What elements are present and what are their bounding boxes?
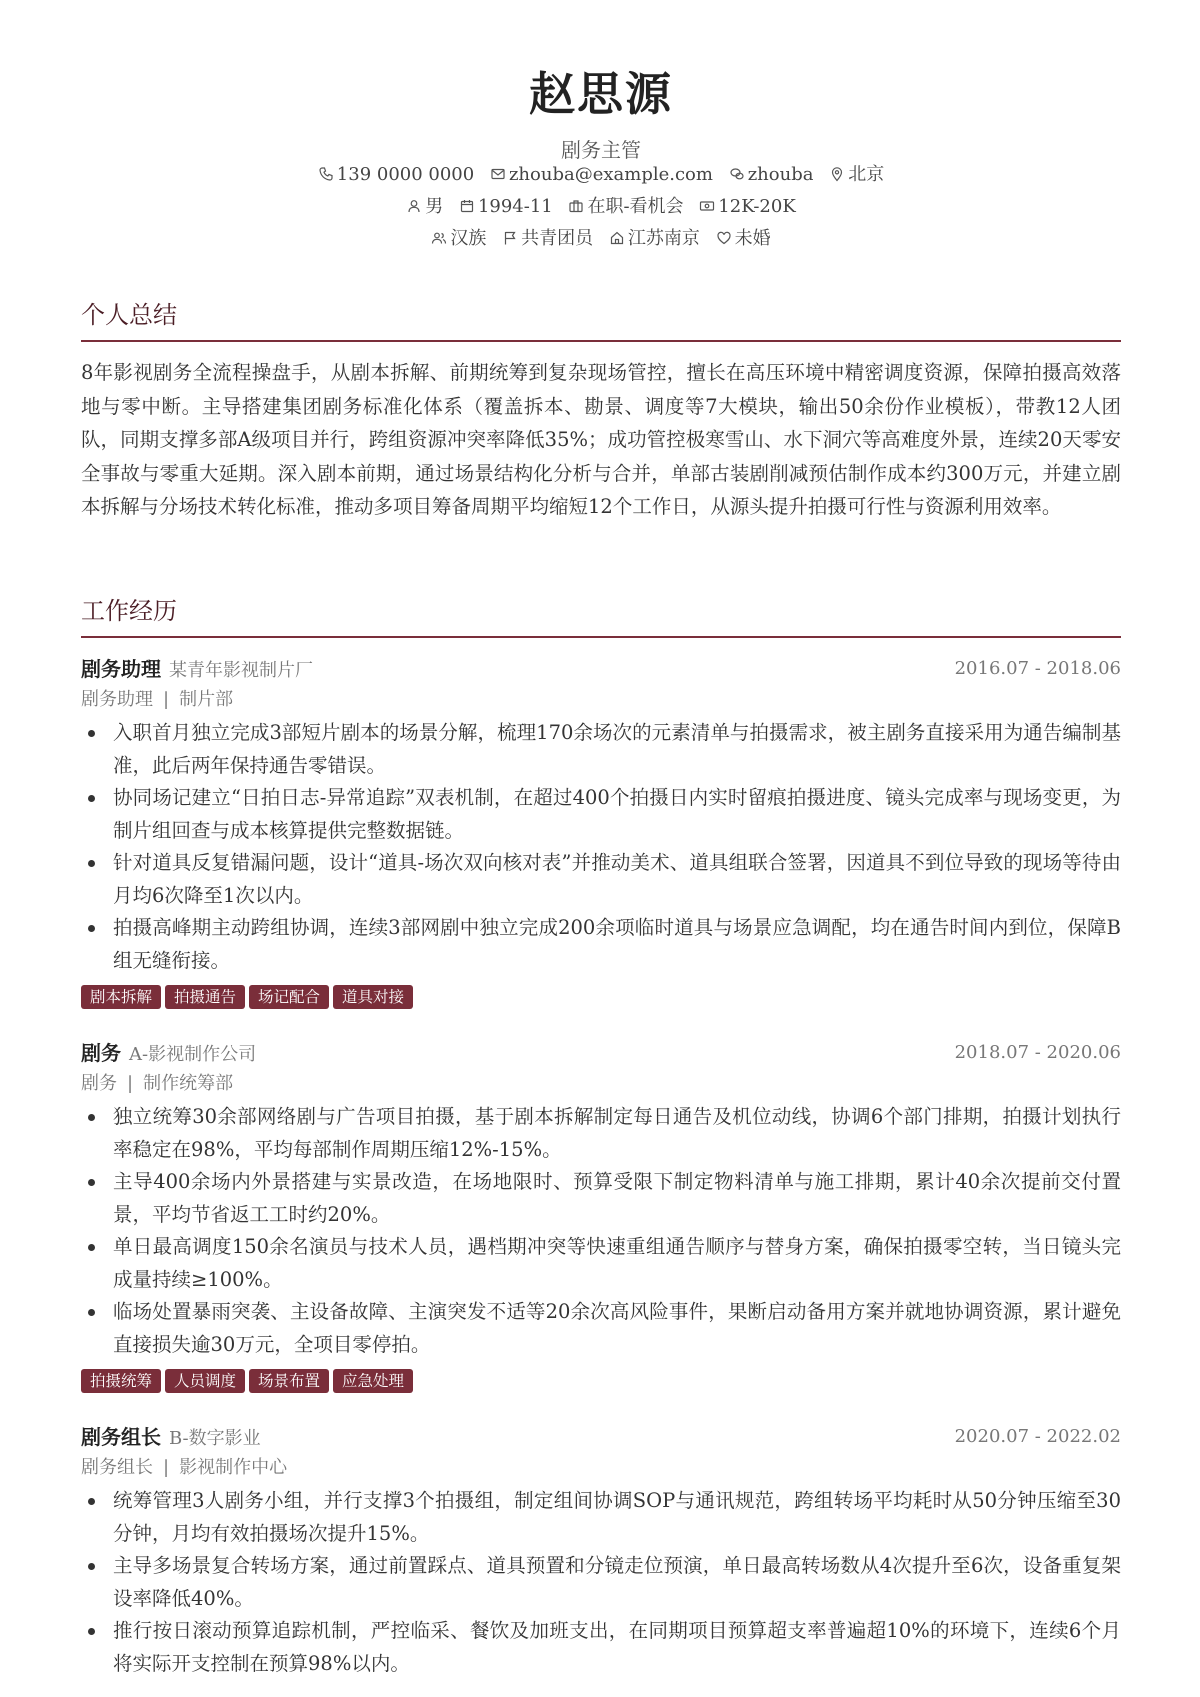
skill-tag: 应急处理 (333, 1369, 413, 1393)
job-position: 剧务组长 (81, 1457, 153, 1478)
status-item: 在职-看机会 (568, 194, 683, 220)
bullet-item: 主导多场景复合转场方案，通过前置踩点、道具预置和分镜走位预演，单日最高转场数从4次提升至6次，设备重复架设率降低40%。 (81, 1550, 1121, 1615)
phone-item[interactable]: 139 0000 0000 (318, 162, 474, 188)
skill-tag: 拍摄通告 (165, 985, 245, 1009)
skill-tag: 道具对接 (333, 985, 413, 1009)
job-dates: 2020.07 - 2022.02 (954, 1426, 1121, 1447)
job-header (81, 1423, 1121, 1451)
summary-divider (81, 340, 1121, 342)
bullet-item: 主导400余场内外景搭建与实景改造，在场地限时、预算受限下制定物料清单与施工排期，累计40余次提前交付置景，平均节省返工工时约20%。 (81, 1166, 1121, 1231)
job-dates: 2016.07 - 2018.06 (954, 658, 1121, 679)
job-department: 制片部 (179, 689, 234, 710)
salary-item: 12K-20K (699, 194, 795, 220)
job-title: 剧务 (81, 1041, 121, 1065)
location-icon (829, 166, 845, 182)
wechat-item[interactable]: zhouba (729, 162, 814, 188)
flag-icon (502, 230, 518, 246)
bullet-item: 临场处置暴雨突袭、主设备故障、主演突发不适等20余次高风险事件，果断启动备用方案并就地协调资源，累计避免直接损失逾30万元，全项目零停拍。 (81, 1296, 1121, 1361)
phone-icon (318, 166, 334, 182)
job-subtitle: 剧务助理 | 制片部 (81, 689, 234, 710)
marital-item: 未婚 (716, 226, 771, 252)
job-company: A-影视制作公司 (129, 1044, 257, 1065)
calendar-icon (459, 198, 475, 214)
bullet-item: 推行按日滚动预算追踪机制，严控临采、餐饮及加班支出，在同期项目预算超支率普遍超10%的环境下，连续6个月将实际开支控制在预算98%以内。 (81, 1615, 1121, 1680)
job-bullets (81, 1101, 1121, 1361)
job-tags (81, 985, 1121, 1011)
job-entry (81, 1039, 1121, 1395)
money-icon (699, 198, 715, 214)
contact-line (81, 162, 1121, 188)
job-header (81, 1039, 1121, 1067)
people-icon (431, 230, 447, 246)
personal-line (81, 194, 1121, 220)
job-position: 剧务助理 (81, 689, 153, 710)
job-position: 剧务 (81, 1073, 117, 1094)
email-item[interactable]: zhouba@example.com (490, 162, 713, 188)
location-item: 北京 (829, 162, 884, 188)
skill-tag: 场景布置 (249, 1369, 329, 1393)
political-item: 共青团员 (502, 226, 593, 252)
bullet-item: 协同场记建立“日拍日志-异常追踪”双表机制，在超过400个拍摄日内实时留痕拍摄进度、镜头完成率与现场变更，为制片组回查与成本核算提供完整数据链。 (81, 782, 1121, 847)
job-title: 剧务组长 (81, 1425, 161, 1449)
skill-tag: 拍摄统筹 (81, 1369, 161, 1393)
bullet-item: 拍摄高峰期主动跨组协调，连续3部网剧中独立完成200余项临时道具与场景应急调配，均在通告时间内到位，保障B组无缝衔接。 (81, 912, 1121, 977)
skill-tag: 剧本拆解 (81, 985, 161, 1009)
job-entry (81, 655, 1121, 1011)
job-company: 某青年影视制片厂 (169, 660, 313, 681)
job-title: 剧务助理 (81, 657, 161, 681)
job-subtitle: 剧务组长 | 影视制作中心 (81, 1457, 288, 1478)
job-department: 制作统筹部 (143, 1073, 234, 1094)
wechat-icon (729, 166, 745, 182)
candidate-name: 赵思源 (529, 67, 673, 121)
job-bullets (81, 1485, 1121, 1680)
skill-tag: 人员调度 (165, 1369, 245, 1393)
bullet-item: 统筹管理3人剧务小组，并行支撑3个拍摄组，制定组间协调SOP与通讯规范，跨组转场平均耗时从50分钟压缩至30分钟，月均有效拍摄场次提升15%。 (81, 1485, 1121, 1550)
job-entry (81, 1423, 1121, 1680)
mail-icon (490, 166, 506, 182)
user-icon (406, 198, 422, 214)
birth-item: 1994-11 (459, 194, 553, 220)
job-bullets (81, 717, 1121, 977)
experience-divider (81, 636, 1121, 638)
candidate-role: 剧务主管 (561, 138, 641, 162)
summary-text: 8年影视剧务全流程操盘手，从剧本拆解、前期统筹到复杂现场管控，擅长在高压环境中精密调度资源，保障拍摄高效落地与零中断。主导搭建集团剧务标准化体系（覆盖拆本、勘景、调度等7大模块，输出50余份作业模板），带教12人团队，同期支撑多部A级项目并行，跨组资源冲突率降低35%；成功管控极寒雪山、水下洞穴等高难度外景，连续20天零安全事故与零重大延期。深入剧本前期，通过场景结构化分析与合并，单部古装剧削减预估制作成本约300万元，并建立剧本拆解与分场技术转化标准，推动多项目筹备周期平均缩短12个工作日，从源头提升拍摄可行性与资源利用效率。 (81, 361, 1121, 518)
bullet-item: 针对道具反复错漏问题，设计“道具-场次双向核对表”并推动美术、道具组联合签署，因道具不到位导致的现场等待由月均6次降至1次以内。 (81, 847, 1121, 912)
gender-item: 男 (406, 194, 443, 220)
job-company: B-数字影业 (169, 1428, 261, 1449)
heart-icon (716, 230, 732, 246)
background-line (81, 226, 1121, 252)
skill-tag: 场记配合 (249, 985, 329, 1009)
ethnicity-item: 汉族 (431, 226, 486, 252)
hometown-item: 江苏南京 (609, 226, 700, 252)
bullet-item: 入职首月独立完成3部短片剧本的场景分解，梳理170余场次的元素清单与拍摄需求，被主剧务直接采用为通告编制基准，此后两年保持通告零错误。 (81, 717, 1121, 782)
home-icon (609, 230, 625, 246)
job-dates: 2018.07 - 2020.06 (954, 1042, 1121, 1063)
bullet-item: 单日最高调度150余名演员与技术人员，遇档期冲突等快速重组通告顺序与替身方案，确保拍摄零空转，当日镜头完成量持续≥100%。 (81, 1231, 1121, 1296)
bullet-item: 独立统筹30余部网络剧与广告项目拍摄，基于剧本拆解制定每日通告及机位动线，协调6个部门排期，拍摄计划执行率稳定在98%，平均每部制作周期压缩12%-15%。 (81, 1101, 1121, 1166)
job-department: 影视制作中心 (179, 1457, 288, 1478)
briefcase-icon (568, 198, 584, 214)
job-tags (81, 1369, 1121, 1395)
job-header (81, 655, 1121, 683)
experience-title: 工作经历 (81, 597, 177, 625)
job-subtitle: 剧务 | 制作统筹部 (81, 1073, 234, 1094)
summary-title: 个人总结 (81, 301, 177, 329)
